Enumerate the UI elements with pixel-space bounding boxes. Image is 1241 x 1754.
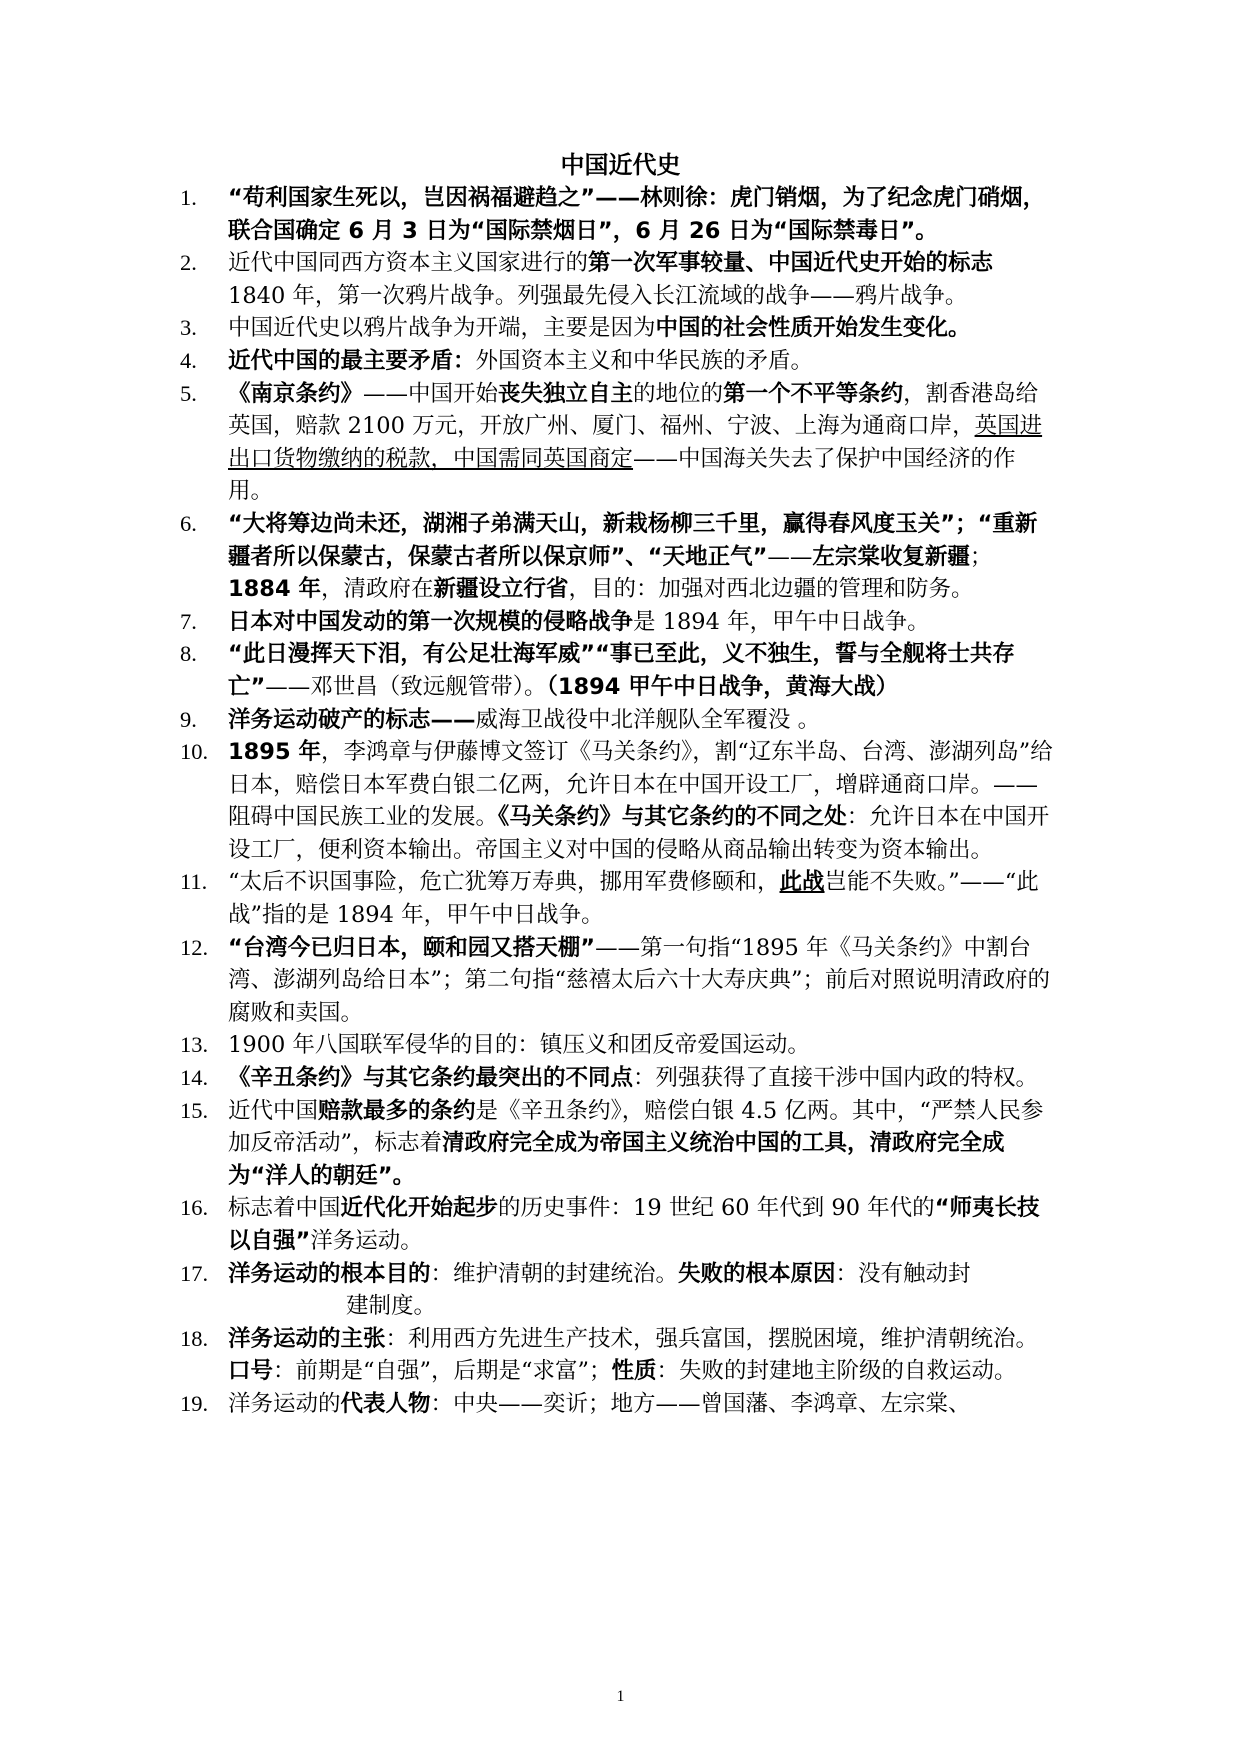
item-text: 中国近代史以鸦片战争为开端，主要是因为	[228, 315, 656, 342]
item-text: ；	[969, 543, 993, 570]
item-text: “苟利国家生死以，岂因祸福避趋之”——林则徐：虎门销烟，为了纪念虎门硝烟，联合国确定 6 月 3 日为“国际禁烟日”，6 月 26 日为“国际禁毒日”。	[228, 185, 1046, 244]
item-number: 16.	[180, 1195, 209, 1221]
list-item	[180, 1323, 1055, 1388]
item-number: 17.	[180, 1260, 209, 1286]
item-text: 的地位的	[633, 380, 724, 407]
item-text: 失败的根本原因	[678, 1260, 836, 1287]
item-number: 2.	[180, 250, 197, 276]
item-text: “大将筹边尚未还，湖湘子弟满天山，新栽杨柳三千里，赢得春风度玉关”；“重新疆者所以保蒙古，保蒙古者所以保京师”、“天地正气”	[228, 510, 1038, 570]
list-item	[180, 736, 1055, 866]
item-text: ：利用西方先进生产技术，强兵富国，摆脱困境，维护清朝统治。	[385, 1325, 1039, 1352]
item-text: 性质	[611, 1358, 657, 1385]
item-text: 《南京条约》	[228, 380, 364, 407]
list-item	[180, 638, 1055, 703]
item-text: 1884 年	[228, 576, 321, 603]
item-text: （1894 甲午中日战争，黄海大战）	[546, 673, 899, 700]
item-text: 近代中国的最主要矛盾：	[228, 347, 476, 374]
item-text: ，清政府在	[320, 576, 434, 603]
item-text: “太后不识国事险，危亡犹筹万寿典，挪用军费修颐和，	[228, 869, 780, 896]
list-item	[180, 345, 1055, 378]
list-item	[180, 247, 1055, 312]
item-text: 是 1894 年，甲午中日战争。	[633, 608, 930, 635]
item-number: 12.	[180, 934, 209, 960]
item-text: 岂能不失败。”——“此战”指的是 1894 年，甲午中日战争。	[228, 869, 1039, 929]
item-text: 清政府完全成为帝国主义统治中国的工具，清政府完全成为“洋人的朝廷”。	[228, 1130, 1005, 1189]
item-number: 4.	[180, 347, 197, 373]
list-item	[180, 606, 1055, 639]
list-item	[180, 378, 1055, 508]
item-number: 14.	[180, 1065, 209, 1091]
item-number: 19.	[180, 1390, 209, 1416]
item-text: ——第一句指“1895 年《马关条约》中割台湾、澎湖列岛给日本”；第二句指“慈禧太后六十大寿庆典”；前后对照说明清政府的腐败和卖国。	[228, 934, 1051, 1026]
item-number: 18.	[180, 1325, 209, 1351]
item-text: ，目的：加强对西北边疆的管理和防务。	[568, 576, 974, 603]
item-text: “台湾今已归日本，颐和园又搭天棚”	[228, 934, 596, 961]
item-text: ，李鸿章与伊藤博文签订《马关条约》，割“辽东半岛、台湾、澎湖列岛”给日本，赔偿日本军费白银二亿两，允许日本在中国开设工厂，增辟通商口岸。——阻碍中国民族工业的发展。	[228, 739, 1053, 831]
item-text: ——邓世昌（致远舰管带）。	[265, 673, 547, 700]
list-item	[180, 1095, 1055, 1193]
list-item	[180, 704, 1055, 737]
item-text: “此日漫挥天下泪，有公足壮海军威”“事已至此，义不独生，誓与全舰将士共存亡”	[228, 641, 1015, 700]
list-item	[180, 182, 1055, 247]
item-text: 洋务运动破产的标志——	[228, 706, 476, 733]
item-text: 标志着中国	[228, 1195, 341, 1222]
item-number: 8.	[180, 641, 197, 667]
list-item	[180, 1258, 1055, 1291]
item-text: ，割香港岛给英国，赔款 2100 万元，开放广州、厦门、福州、宁波、上海为通商口岸，	[228, 380, 1039, 440]
item-text: 第一个不平等条约	[723, 380, 904, 407]
item-text: 日本对中国发动的第一次规模的侵略战争	[228, 608, 634, 635]
item-text: ：维护清朝的封建统治。	[430, 1260, 679, 1287]
item-text: 赔款最多的条约	[318, 1097, 476, 1124]
list-item	[180, 312, 1055, 345]
item-number: 9.	[180, 706, 197, 732]
item-number: 7.	[180, 608, 197, 634]
item-text: 《辛丑条约》与其它条约最突出的不同点	[228, 1065, 634, 1092]
item-text: ——	[767, 543, 813, 570]
item-text: 洋务运动的根本目的	[228, 1260, 431, 1287]
item-text: ：没有触动封	[835, 1260, 971, 1287]
item-list	[180, 182, 1055, 1421]
item-text: 近代中国	[228, 1097, 319, 1124]
item-text: ：失败的封建地主阶级的自救运动。	[656, 1358, 1017, 1385]
item-text: 威海卫战役中北洋舰队全军覆没 。	[475, 706, 821, 733]
item-text: ——中国海关失去了保护中国经济的作用。	[228, 445, 1016, 505]
item-number: 10.	[180, 739, 209, 765]
item-number: 11.	[180, 869, 208, 895]
item-text: 口号	[228, 1358, 274, 1385]
list-item	[180, 1062, 1055, 1095]
item-text: 中国的社会性质开始发生变化。	[655, 315, 971, 342]
item-text: 丧失独立自主	[498, 380, 634, 407]
item-text: 第一次军事较量、中国近代史开始的标志	[588, 250, 994, 277]
item-text: ：列强获得了直接干涉中国内政的特权。	[633, 1065, 1039, 1092]
list-item	[180, 1388, 1055, 1421]
item-number: 15.	[180, 1097, 209, 1123]
list-item	[180, 1029, 1055, 1062]
item-text: 此战	[779, 869, 825, 896]
item-text: ：中央——奕䜣；地方——曾国藩、李鸿章、左宗棠、	[430, 1390, 971, 1417]
item-number: 1.	[180, 185, 197, 210]
item-text: 洋务运动。	[310, 1228, 423, 1254]
item-number: 6.	[180, 510, 197, 536]
list-item	[180, 1192, 1055, 1257]
item-text: “师夷长技以自强”	[228, 1195, 1040, 1254]
item-number: 3.	[180, 315, 197, 341]
item-continuation: 建制度。	[346, 1293, 437, 1320]
item-text: 的历史事件：19 世纪 60 年代到 90 年代的	[498, 1195, 935, 1222]
item-text: 左宗棠收复新疆	[812, 543, 970, 570]
item-text: ：前期是“自强”，后期是“求富”；	[273, 1358, 612, 1385]
list-item	[180, 932, 1055, 1030]
item-number: 5.	[180, 380, 197, 406]
item-text: 近代中国同西方资本主义国家进行的	[228, 250, 589, 277]
list-item	[180, 508, 1055, 606]
item-text: 英国进出口货物缴纳的税款，中国需同英国商定	[228, 413, 1043, 472]
page-title: 中国近代史	[560, 151, 681, 179]
item-text: 1900 年八国联军侵华的目的：镇压义和团反帝爱国运动。	[228, 1032, 810, 1059]
item-text: 《马关条约》与其它条约的不同之处	[498, 804, 847, 831]
item-text: 近代化开始起步	[340, 1195, 499, 1222]
item-number: 13.	[180, 1032, 209, 1058]
item-text: 洋务运动的主张	[228, 1325, 386, 1352]
item-text: 洋务运动的	[228, 1390, 341, 1417]
item-text: ——中国开始	[363, 380, 499, 407]
item-text: 新疆设立行省	[433, 576, 569, 603]
list-item	[180, 866, 1055, 931]
item-text: 是《辛丑条约》，赔偿白银 4.5 亿两。其中，“严禁人民参加反帝活动”，标志着	[228, 1097, 1044, 1157]
page-number: 1	[616, 1688, 625, 1705]
item-text: 1840 年，第一次鸦片战争。列强最先侵入长江流域的战争——鸦片战争。	[228, 282, 968, 309]
item-text: 1895 年	[228, 739, 321, 766]
item-text: 代表人物	[340, 1390, 431, 1417]
item-text: 外国资本主义和中华民族的矛盾。	[475, 347, 814, 374]
item-text: ：允许日本在中国开设工厂，便利资本输出。帝国主义对中国的侵略从商品输出转变为资本输出。	[228, 804, 1050, 863]
